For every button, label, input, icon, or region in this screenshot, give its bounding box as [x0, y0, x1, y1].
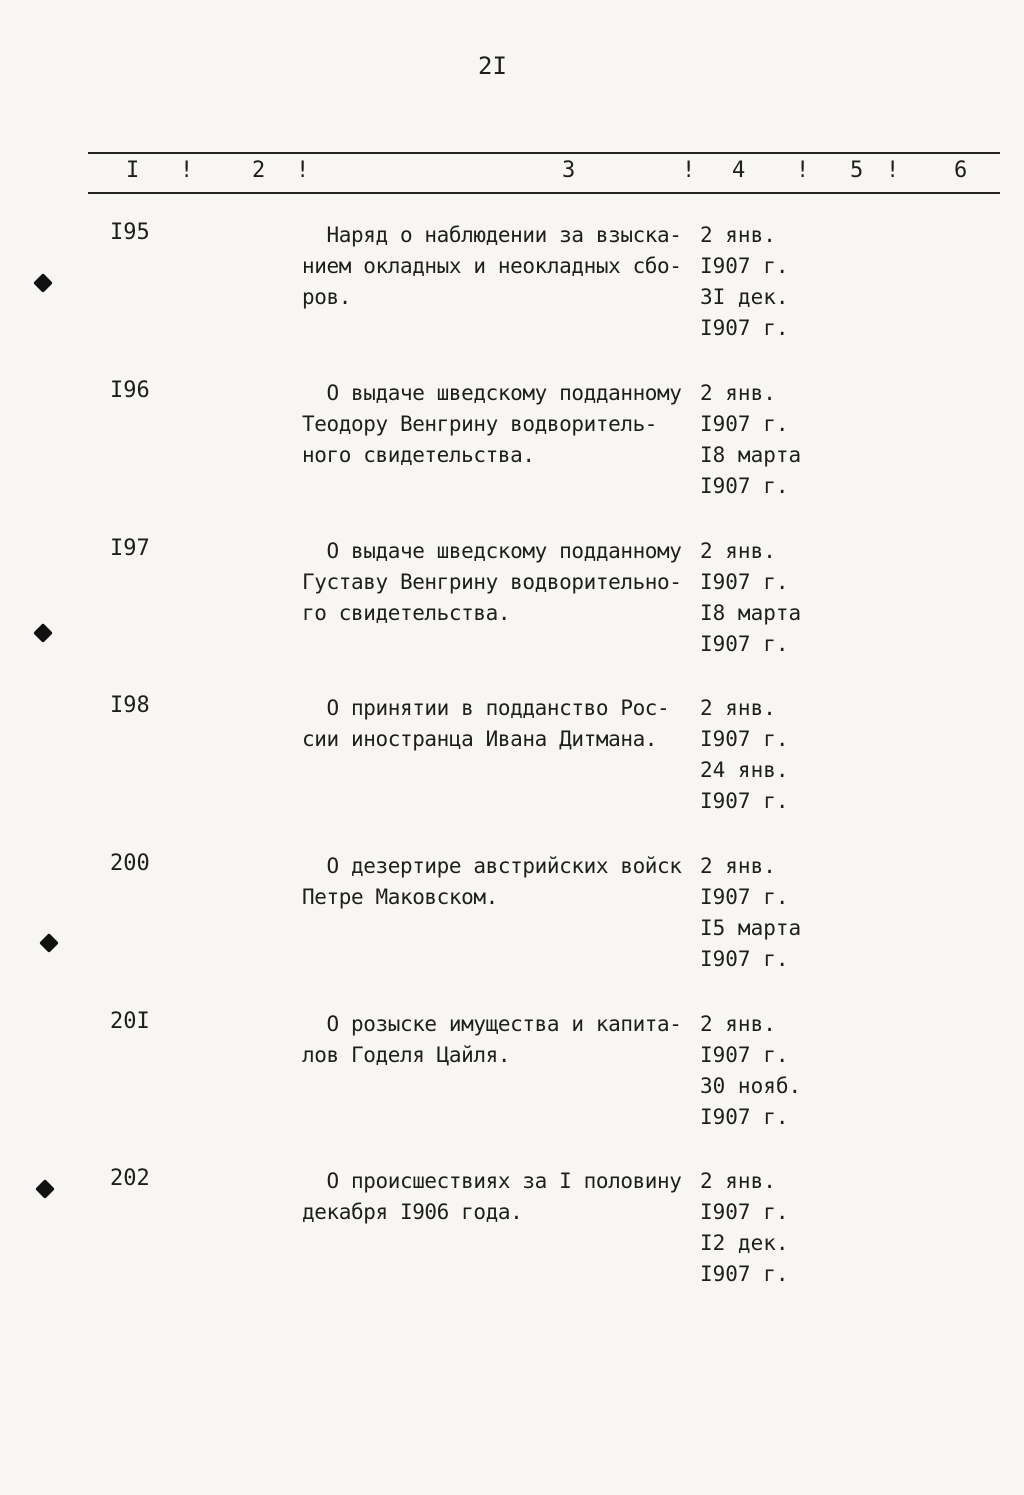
- entry-date-line: 2 янв.: [700, 381, 776, 405]
- page-number: 2I: [478, 52, 507, 80]
- entry-title: [302, 851, 702, 913]
- entry-title-line: лов Годеля Цайля.: [302, 1043, 511, 1067]
- entry-date-line: I907 г.: [700, 1105, 789, 1129]
- column-separator: !: [682, 158, 696, 183]
- entry-date-line: I2 дек.: [700, 1231, 789, 1255]
- entry-dates: [700, 220, 840, 344]
- entry-title: [302, 693, 702, 755]
- entry-title: [302, 378, 702, 471]
- entry-date-line: I8 марта: [700, 601, 802, 625]
- entry-number: 20I: [110, 1009, 150, 1034]
- entry-dates: [700, 851, 840, 975]
- entry-title-line: Петре Маковском.: [302, 885, 498, 909]
- entry-dates: [700, 378, 840, 502]
- column-separator: !: [180, 158, 194, 183]
- entry-title-line: О розыске имущества и капита-: [302, 1012, 682, 1036]
- header-rule-top: [88, 152, 1000, 154]
- entry-title-line: О выдаче шведскому подданному: [302, 381, 682, 405]
- entry-date-line: 3I дек.: [700, 285, 789, 309]
- entry-dates: [700, 693, 840, 817]
- entry-date-line: 2 янв.: [700, 223, 776, 247]
- entry-date-line: 2 янв.: [700, 1169, 776, 1193]
- entry-title-line: О принятии в подданство Рос-: [302, 696, 670, 720]
- entry-date-line: I5 марта: [700, 916, 802, 940]
- entry-dates: [700, 536, 840, 660]
- entry-title-line: нием окладных и неокладных сбо-: [302, 254, 682, 278]
- entry-title-line: Наряд о наблюдении за взыска-: [302, 223, 682, 247]
- entry-title-line: Теодору Венгрину водворитель-: [302, 412, 658, 436]
- entry-date-line: 30 нояб.: [700, 1074, 802, 1098]
- entry-title: [302, 1166, 702, 1228]
- entry-date-line: 2 янв.: [700, 854, 776, 878]
- punch-hole: [39, 933, 59, 953]
- entry-date-line: I907 г.: [700, 727, 789, 751]
- column-separator: !: [886, 158, 900, 183]
- entry-title-line: го свидетельства.: [302, 601, 511, 625]
- header-rule-bottom: [88, 192, 1000, 194]
- entry-dates: [700, 1166, 840, 1290]
- entry-date-line: I907 г.: [700, 789, 789, 813]
- entry-date-line: I907 г.: [700, 1262, 789, 1286]
- column-header-5: 5: [850, 158, 864, 183]
- entry-title-line: О происшествиях за I половину: [302, 1169, 682, 1193]
- entry-number: I96: [110, 378, 150, 403]
- entry-date-line: I907 г.: [700, 632, 789, 656]
- entry-number: 200: [110, 851, 150, 876]
- column-header-6: 6: [954, 158, 968, 183]
- entry-title-line: О выдаче шведскому подданному: [302, 539, 682, 563]
- entry-date-line: I907 г.: [700, 254, 789, 278]
- entry-number: I97: [110, 536, 150, 561]
- entry-date-line: 2 янв.: [700, 1012, 776, 1036]
- punch-hole: [33, 623, 53, 643]
- entry-title: [302, 1009, 702, 1071]
- entry-date-line: I907 г.: [700, 1043, 789, 1067]
- entry-title-line: ров.: [302, 285, 351, 309]
- punch-hole: [35, 1179, 55, 1199]
- entry-title-line: ного свидетельства.: [302, 443, 535, 467]
- entry-date-line: 2 янв.: [700, 696, 776, 720]
- column-separator: !: [296, 158, 310, 183]
- column-header-4: 4: [732, 158, 746, 183]
- entry-date-line: I907 г.: [700, 570, 789, 594]
- entry-title-line: Густаву Венгрину водворительно-: [302, 570, 682, 594]
- column-header-1: I: [126, 158, 140, 183]
- entry-date-line: I907 г.: [700, 412, 789, 436]
- entry-date-line: I907 г.: [700, 1200, 789, 1224]
- column-header-2: 2: [252, 158, 266, 183]
- entry-number: 202: [110, 1166, 150, 1191]
- column-separator: !: [796, 158, 810, 183]
- entry-date-line: 24 янв.: [700, 758, 789, 782]
- entry-date-line: I907 г.: [700, 947, 789, 971]
- entry-title-line: О дезертире австрийских войск: [302, 854, 682, 878]
- entry-date-line: 2 янв.: [700, 539, 776, 563]
- entry-number: I95: [110, 220, 150, 245]
- column-header-3: 3: [562, 158, 576, 183]
- entry-date-line: I8 марта: [700, 443, 802, 467]
- entry-date-line: I907 г.: [700, 885, 789, 909]
- entry-title: [302, 536, 702, 629]
- entry-title: [302, 220, 702, 313]
- entry-date-line: I907 г.: [700, 474, 789, 498]
- entry-title-line: сии иностранца Ивана Дитмана.: [302, 727, 658, 751]
- entry-number: I98: [110, 693, 150, 718]
- entry-dates: [700, 1009, 840, 1133]
- entry-date-line: I907 г.: [700, 316, 789, 340]
- entry-title-line: декабря I906 года.: [302, 1200, 523, 1224]
- punch-hole: [33, 273, 53, 293]
